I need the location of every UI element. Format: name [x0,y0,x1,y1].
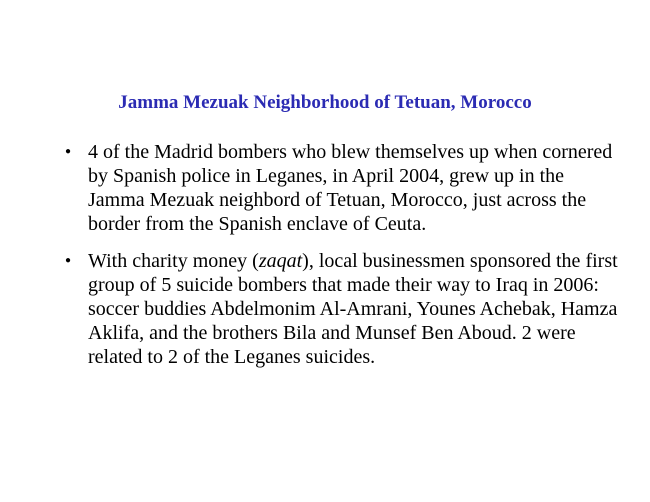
bullet-text [88,249,624,369]
bullet-dot-icon: ● [65,255,72,266]
bullet-list [64,140,624,382]
slide-title: Jamma Mezuak Neighborhood of Tetuan, Morocco [118,92,532,113]
bullet-text-italic-term: zaqat [258,250,303,272]
bullet-text-before: With charity money ( [88,250,259,272]
bullet-dot-icon: ● [65,146,72,157]
bullet-text-after: ), local businessmen sponsored the first group of 5 suicide bombers that made their way to Iraq in 2006: soccer buddies Abdelmonim Al-Amrani, Younes Achebak, Hamza Aklifa, and the brothers Bila and Munsef Ben Aboud. 2 were related to 2 of the Leganes suicides. [88,250,618,368]
bullet-item-charity-money [64,249,624,369]
bullet-item-madrid-bombers [64,140,624,236]
bullet-text: 4 of the Madrid bombers who blew themselves up when cornered by Spanish police in Leganes, in April 2004, grew up in the Jamma Mezuak neighbord of Tetuan, Morocco, just across the border from the Spanish enclave of Ceuta. [88,141,613,235]
